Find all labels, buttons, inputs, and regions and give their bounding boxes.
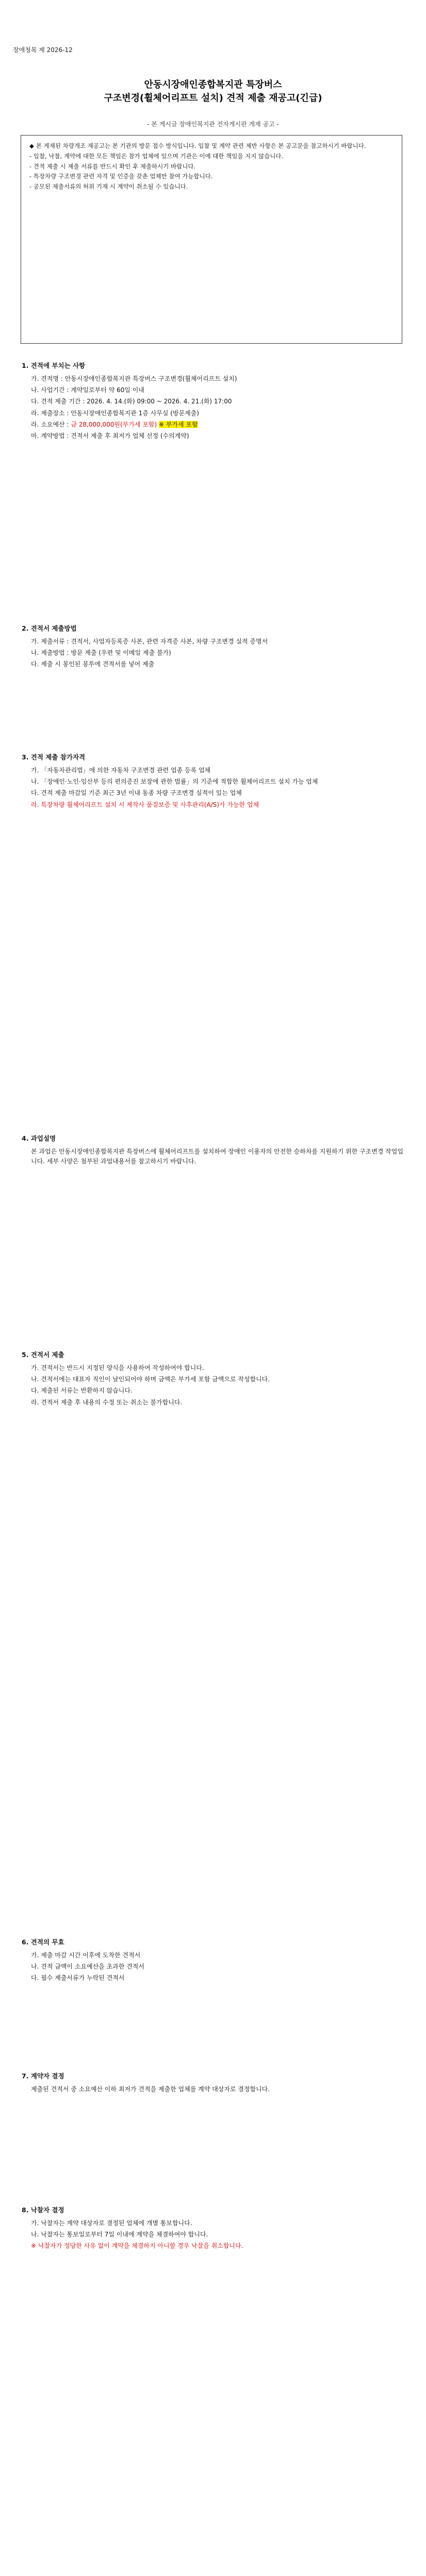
section-4 [22,1133,403,1168]
section-item: 나. 견적 금액이 소요예산을 초과한 견적서 [31,1963,144,1971]
section-8 [22,2205,403,2253]
title-subtitle: - 본 게시글 장애인복지관 전자게시판 게재 공고 - [147,121,279,128]
section-1 [22,361,403,443]
notice-box [21,135,402,344]
section-emphasis: 라. 특장차량 휠체어리프트 설치 시 제작사 품질보증 및 사후관리(A/S)가 가능한 업체 [31,801,259,808]
notice-line: - 공모된 제출서류의 허위 기재 시 계약이 취소될 수 있습니다. [29,183,188,191]
section-item: 나. 낙찰자는 통보일로부터 7일 이내에 계약을 체결하여야 합니다. [31,2231,208,2239]
section-item: 가. 「자동차관리법」에 의한 자동차 구조변경 관련 업종 등록 업체 [31,767,211,774]
notice-line: - 견적 제출 시 제출 서류를 반드시 확인 후 제출하시기 바랍니다. [29,162,196,170]
section-2 [22,623,403,671]
title-line-1: 안동시장애인종합복지관 특장버스 [144,79,282,90]
section-item: 다. 견적 제출 기간 : 2026. 4. 14.(화) 09:00 ~ 2026. 4. 21.(화) 17:00 [31,398,232,405]
notice-line: - 입찰, 낙찰, 계약에 대한 모든 책임은 참가 업체에 있으며 기관은 이에 대한 책임을 지지 않습니다. [29,152,284,160]
section-heading: 8. 낙찰자 결정 [22,2206,64,2214]
notice-lead: ◆ 본 게재된 차량개조 재공고는 본 기관의 방문 접수 방식입니다. 입찰 및 계약 관련 제반 사항은 본 공고문을 참고하시기 바랍니다. [29,142,394,151]
section-6 [22,1937,403,1985]
section-5 [22,1350,403,1409]
section-item: 나. 제출방법 : 방문 제출 (우편 및 이메일 제출 불가) [31,649,171,657]
section-heading: 7. 계약자 결정 [22,2072,64,2080]
section-item: 다. 제출 시 봉인된 봉투에 견적서를 넣어 제출 [31,660,155,668]
section-text: 본 과업은 안동시장애인종합복지관 특장버스에 휠체어리프트를 설치하여 장애인 이용자의 안전한 승하차를 지원하기 위한 구조변경 작업입니다. 세부 사양은 첨부된 과업내용서를 참고하시기 바랍니다. [31,1148,403,1165]
section-heading: 2. 견적서 제출방법 [22,624,77,632]
section-heading: 3. 견적 제출 참가자격 [22,753,86,761]
section-item: 다. 필수 제출서류가 누락된 견적서 [31,1974,125,1982]
budget-label: 라. 소요예산 : [31,420,69,428]
section-3 [22,752,403,811]
section-item: 가. 제출서류 : 견적서, 사업자등록증 사본, 관련 자격증 사본, 차량 구조변경 실적 증명서 [31,638,268,645]
section-item: 다. 견적 제출 마감일 기준 최근 3년 이내 동종 차량 구조변경 실적이 있는 업체 [31,789,242,797]
section-item: 가. 제출 마감 시간 이후에 도착한 견적서 [31,1952,141,1959]
notice-line: - 특장차량 구조변경 관련 자격 및 인증을 갖춘 업체만 참여 가능합니다. [29,173,213,180]
title-line-2: 구조변경(휠체어리프트 설치) 견적 제출 재공고(긴급) [104,93,322,104]
section-item: 다. 제출된 서류는 반환하지 않습니다. [31,1387,133,1395]
document-reference-number: 장애청복 제 2026-12 [13,46,73,54]
section-heading: 4. 과업설명 [22,1134,56,1142]
section-red-note: ※ 낙찰자가 정당한 사유 없이 계약을 체결하지 아니할 경우 낙찰을 취소합니다. [31,2242,243,2250]
section-7 [22,2071,403,2096]
section-item: 가. 낙찰자는 계약 대상자로 결정된 업체에 개별 통보합니다. [31,2219,192,2227]
section-heading: 1. 견적에 부치는 사항 [22,362,86,369]
section-item: 라. 제출장소 : 안동시장애인종합복지관 1층 사무실 (방문제출) [31,409,199,417]
section-item: 나. 견적서에는 대표자 직인이 날인되어야 하며 금액은 부가세 포함 금액으로 작성합니다. [31,1376,270,1383]
section-item: 가. 견적명 : 안동시장애인종합복지관 특장버스 구조변경(휠체어리프트 설치) [31,375,237,382]
section-item: 마. 계약방법 : 견적서 제출 후 최저가 업체 선정 (수의계약) [31,432,189,439]
section-text: 제출된 견적서 중 소요예산 이하 최저가 견적을 제출한 업체를 계약 대상자로 결정합니다. [31,2086,270,2093]
budget-value: 금 28,000,000원(부가세 포함) [71,420,157,428]
section-heading: 6. 견적의 무효 [22,1938,64,1946]
section-item: 나. 사업기간 : 계약일로부터 약 60일 이내 [31,386,144,394]
section-item: 나. 「장애인·노인·임산부 등의 편의증진 보장에 관한 법률」의 기준에 적합한 휠체어리프트 설치 가능 업체 [31,778,318,786]
section-heading: 5. 견적서 제출 [22,1351,64,1359]
section-item: 가. 견적서는 반드시 지정된 양식을 사용하여 작성하여야 합니다. [31,1364,204,1371]
budget-note: ※ 부가세 포함 [158,420,198,428]
section-item: 라. 견적서 제출 후 내용의 수정 또는 취소는 불가합니다. [31,1398,183,1406]
budget-line [22,420,403,430]
